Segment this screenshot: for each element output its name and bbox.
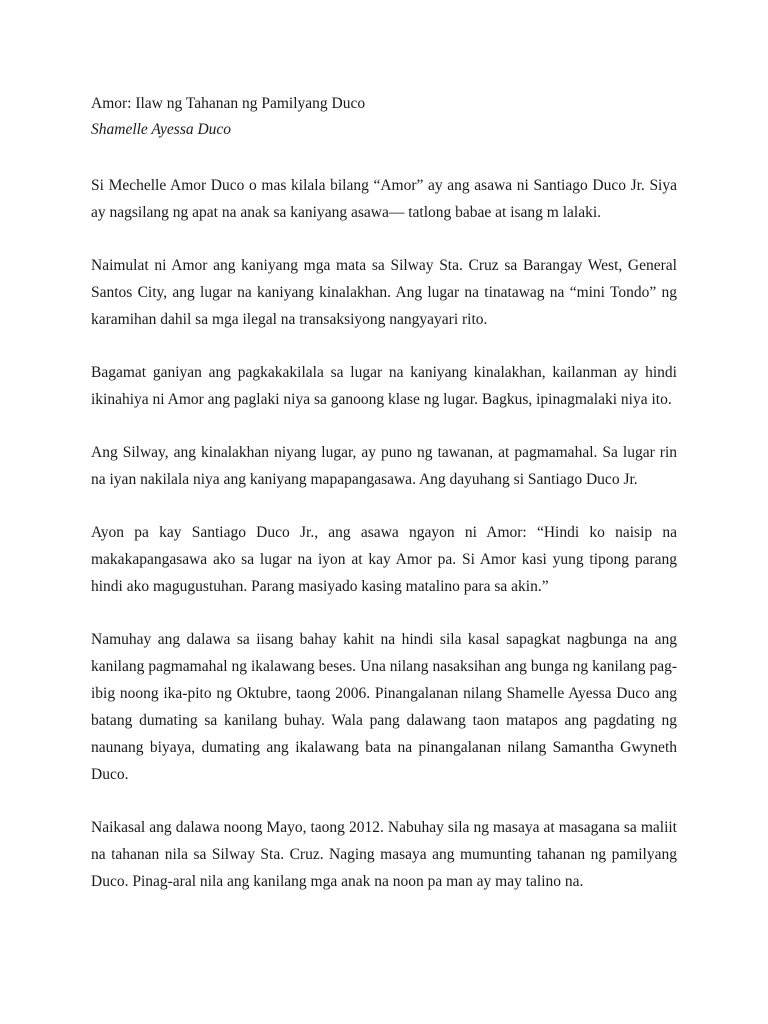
document-body [91, 172, 677, 895]
paragraph: Bagamat ganiyan ang pagkakakilala sa lugar na kaniyang kinalakhan, kailanman ay hindi ikinahiya ni Amor ang paglaki niya sa ganoong klase ng lugar. Bagkus, ipinagmalaki niya ito. [91, 364, 677, 408]
document-title: Amor: Ilaw ng Tahanan ng Pamilyang Duco [91, 95, 366, 112]
document-author: Shamelle Ayessa Duco [91, 121, 232, 138]
document-page [91, 92, 677, 921]
paragraph: Ang Silway, ang kinalakhan niyang lugar, ay puno ng tawanan, at pagmamahal. Sa lugar rin na iyan nakilala niya ang kaniyang mapapangasawa. Ang dayuhang si Santiago Duco Jr. [91, 444, 677, 488]
paragraph: Ayon pa kay Santiago Duco Jr., ang asawa ngayon ni Amor: “Hindi ko naisip na makakapangasawa ako sa lugar na iyon at kay Amor pa. Si Amor kasi yung tipong parang hindi ako magugustuhan. Parang masiyado kasing matalino para sa akin.” [91, 524, 677, 595]
paragraph: Naimulat ni Amor ang kaniyang mga mata sa Silway Sta. Cruz sa Barangay West, General Santos City, ang lugar na kaniyang kinalakhan. Ang lugar na tinatawag na “mini Tondo” ng karamihan dahil sa mga ilegal na transaksiyong nangyayari rito. [91, 257, 677, 328]
paragraph: Si Mechelle Amor Duco o mas kilala bilang “Amor” ay ang asawa ni Santiago Duco Jr. Siya ay nagsilang ng apat na anak sa kaniyang asawa— tatlong babae at isang m lalaki. [91, 177, 677, 221]
paragraph: Namuhay ang dalawa sa iisang bahay kahit na hindi sila kasal sapagkat nagbunga na ang kanilang pagmamahal ng ikalawang beses. Una nilang nasaksihan ang bunga ng kanilang pag-ibig noong ika-pito ng Oktubre, taong 2006. Pinangalanan nilang Shamelle Ayessa Duco ang batang dumating sa kanilang buhay. Wala pang dalawang taon matapos ang pagdating ng naunang biyaya, dumating ang ikalawang bata na pinangalanan nilang Samantha Gwyneth Duco. [91, 631, 677, 783]
paragraph: Naikasal ang dalawa noong Mayo, taong 2012. Nabuhay sila ng masaya at masagana sa maliit na tahanan nila sa Silway Sta. Cruz. Naging masaya ang mumunting tahanan ng pamilyang Duco. Pinag-aral nila ang kanilang mga anak na noon pa man ay may talino na. [91, 819, 677, 890]
